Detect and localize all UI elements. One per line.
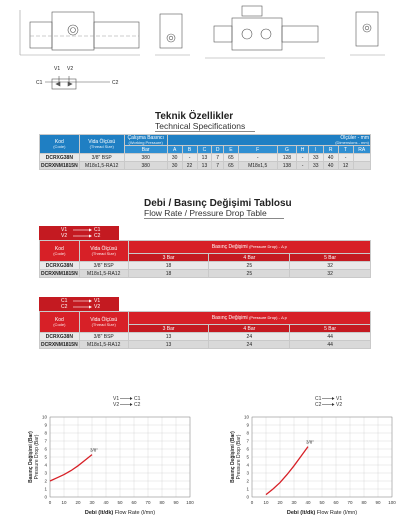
spec-row-2-dim-ra <box>353 162 370 170</box>
spec-row-1-thread <box>79 154 124 162</box>
spec-header-calisma-en: (Working Pressure) <box>128 140 163 145</box>
spec-row-2-dim-h: - <box>297 162 309 170</box>
x-tick-label: 70 <box>145 500 151 505</box>
spec-header-dim-t: T <box>338 146 353 154</box>
x-tick-label: 100 <box>388 500 396 505</box>
flow1-row-1-val-5: 32 <box>290 262 371 270</box>
flow2-row-1-val-4: 24 <box>209 333 290 341</box>
x-tick-label: 30 <box>291 500 297 505</box>
x-tick-label: 40 <box>103 500 109 505</box>
spec-row-1-dim-a: 30 <box>167 154 182 162</box>
flow2-row-1-code: DCRXG38N <box>40 333 80 341</box>
flow2-header-basinc <box>128 312 370 325</box>
spec-title-tr: Teknik Özellikler <box>155 111 234 122</box>
flow1-arrow-from-2: V2 <box>61 233 68 239</box>
flow2-header-vida-en: (Thread Size) <box>91 322 116 327</box>
spec-row-2-dim-c: 13 <box>197 162 212 170</box>
y-tick-label: 7 <box>44 438 47 444</box>
series-label: 3/8" <box>90 447 98 453</box>
spec-header-dim-b: B <box>182 146 197 154</box>
x-tick-label: 90 <box>173 500 179 505</box>
flow2-header-kod <box>40 312 80 333</box>
legend-from-2: C2 <box>315 402 322 408</box>
flow-arrows-icon <box>39 297 119 311</box>
spec-row-1-code: DCRXG38N <box>40 154 80 162</box>
spec-header-dim-a: A <box>167 146 182 154</box>
legend-arrowhead-icon <box>332 403 335 406</box>
spec-row-1-dim-f: - <box>238 154 277 162</box>
y-tick-label: 10 <box>243 414 249 420</box>
legend-to-2: V2 <box>336 402 343 408</box>
spec-row-1-thread-size: 3/8" <box>91 154 101 161</box>
y-tick-label: 10 <box>41 414 47 420</box>
y-tick-label: 0 <box>246 494 249 500</box>
legend-to-1: C1 <box>134 396 141 402</box>
spec-row-2-thread: M18x1,5-RA12 <box>79 162 124 170</box>
flow2-arrow-from-1: C1 <box>61 298 68 304</box>
spec-row-1-thread-type: BSP <box>101 154 112 161</box>
spec-row-1-dim-i: 33 <box>308 154 323 162</box>
x-tick-label: 70 <box>347 500 353 505</box>
spec-header-dim-c: C <box>197 146 212 154</box>
spec-row-1-pressure: 380 <box>124 154 167 162</box>
flow1-header-vida-en: (Thread Size) <box>91 251 116 256</box>
flow2-header-kod-label: Kod <box>54 317 64 323</box>
series-label: 3/8" <box>306 439 314 445</box>
spec-header-vida <box>79 135 124 154</box>
y-tick-label: 8 <box>44 430 47 436</box>
flow1-arrow-to-2: C2 <box>94 233 101 239</box>
spec-row-1-dim-g: 128 <box>277 154 297 162</box>
x-tick-label: 20 <box>75 500 81 505</box>
flow1-arrow-from-1: V1 <box>61 227 68 233</box>
y-tick-label: 5 <box>44 454 47 460</box>
spec-row-2-pressure: 380 <box>124 162 167 170</box>
spec-header-kod-label: Kod <box>54 139 64 145</box>
flow1-row-1-val-4: 25 <box>209 262 290 270</box>
spec-row-1-dim-r: 40 <box>323 154 338 162</box>
x-tick-label: 10 <box>263 500 269 505</box>
x-tick-label: 0 <box>48 500 52 505</box>
y-tick-label: 2 <box>246 478 249 484</box>
flow2-row-2-val-4: 24 <box>209 341 290 349</box>
pressure-drop-chart-1 <box>10 392 210 517</box>
x-tick-label: 80 <box>361 500 367 505</box>
legend-to-1: V1 <box>336 396 343 402</box>
spec-row-2-dim-i: 33 <box>308 162 323 170</box>
spec-row-1-dim-c: 13 <box>197 154 212 162</box>
flow1-header-vida-label: Vida Ölçüsü <box>90 246 118 252</box>
spec-header-vida-en: (Thread Size) <box>89 144 114 149</box>
spec-row-2-dim-d: 7 <box>212 162 224 170</box>
schematic-label-c2: C2 <box>112 80 119 86</box>
x-tick-label: 80 <box>159 500 165 505</box>
flow2-row-2 <box>40 341 371 349</box>
spec-row-1-dim-h: - <box>297 154 309 162</box>
flow-table-1-grid <box>39 240 371 278</box>
flow2-row-2-val-5: 44 <box>290 341 371 349</box>
flow2-row-2-code: DCRXNM1815N <box>41 341 78 348</box>
y-tick-label: 1 <box>246 486 249 492</box>
spec-header-dim-e: E <box>223 146 238 154</box>
x-tick-label: 60 <box>333 500 339 505</box>
spec-row-2-dim-g: 138 <box>277 162 297 170</box>
flow2-arrow-to-1: V1 <box>94 298 101 304</box>
flow2-row-2-val-3: 13 <box>128 341 209 349</box>
flow2-row-1-val-5: 44 <box>290 333 371 341</box>
y-tick-label: 4 <box>246 462 249 468</box>
legend-to-2: C2 <box>134 402 141 408</box>
y-tick-label: 7 <box>246 438 249 444</box>
y-tick-label: 0 <box>44 494 47 500</box>
spec-row-2 <box>40 162 371 170</box>
y-tick-label: 9 <box>44 422 47 428</box>
y-axis-label: Basınç Değişimi (Bar)Pressure Drop (Bar) <box>230 431 242 483</box>
flow2-row-1 <box>40 333 371 341</box>
x-tick-label: 20 <box>277 500 283 505</box>
x-tick-label: 60 <box>131 500 137 505</box>
legend-from-2: V2 <box>113 402 120 408</box>
flow2-row-2-thread: M18x1,5-RA12 <box>79 341 128 349</box>
y-tick-label: 6 <box>44 446 47 452</box>
flow-table-2-arrow-box <box>39 297 119 311</box>
flow1-header-basinc <box>128 241 370 254</box>
legend-from-1: V1 <box>113 396 120 402</box>
flow1-row-1-code: DCRXG38N <box>40 262 80 270</box>
flow1-row-2-code: DCRXNM1815N <box>41 270 78 277</box>
spec-header-kod-en: (Code) <box>53 144 66 149</box>
series-line <box>266 447 308 495</box>
spec-header-dim-i: I <box>308 146 323 154</box>
y-tick-label: 4 <box>44 462 47 468</box>
x-tick-label: 40 <box>305 500 311 505</box>
flow2-header-kod-en: (Code) <box>53 322 66 327</box>
spec-header-olculer <box>167 135 370 146</box>
flow2-col-4bar: 4 Bar <box>209 325 290 333</box>
spec-header-vida-label: Vida Ölçüsü <box>88 139 116 145</box>
y-tick-label: 2 <box>44 478 47 484</box>
flow1-row-2 <box>40 270 371 278</box>
x-tick-label: 90 <box>375 500 381 505</box>
x-tick-label: 10 <box>61 500 67 505</box>
flow2-arrow-from-2: C2 <box>61 304 68 310</box>
flow2-row-1-thread: 3/8" BSP <box>79 333 128 341</box>
spec-header-bar: Bar <box>124 146 167 154</box>
flow-divider <box>144 218 284 219</box>
flow1-row-1 <box>40 262 371 270</box>
flow-table-1-arrow-box <box>39 226 119 240</box>
flow1-header-kod <box>40 241 80 262</box>
spec-title-en: Technical Specifications <box>155 121 246 131</box>
spec-row-2-code: DCRXNM1815N <box>41 162 78 169</box>
flow2-col-3bar: 3 Bar <box>128 325 209 333</box>
spec-table <box>39 134 371 170</box>
legend-arrowhead-icon <box>332 397 335 400</box>
spec-header-dim-r: R <box>323 146 338 154</box>
flow1-arrow-to-1: C1 <box>94 227 101 233</box>
spec-row-2-dim-f: M18x1,5 <box>238 162 277 170</box>
spec-header-dim-d: D <box>212 146 224 154</box>
flow1-col-4bar: 4 Bar <box>209 254 290 262</box>
flow2-arrow-to-2: V2 <box>94 304 101 310</box>
flow2-header-basinc-label: Basınç Değişimi <box>211 315 248 321</box>
spec-row-1 <box>40 154 371 162</box>
flow1-header-basinc-en: (Pressure Drop) - Δ p <box>249 244 287 249</box>
flow1-header-kod-label: Kod <box>54 246 64 252</box>
flow1-col-3bar: 3 Bar <box>128 254 209 262</box>
flow-arrows-icon <box>39 226 119 240</box>
y-tick-label: 9 <box>246 422 249 428</box>
spec-header-calisma-label: Çalışma Basıncı <box>127 135 164 141</box>
spec-header-calisma <box>124 135 167 146</box>
flow1-row-2-thread: M18x1,5-RA12 <box>79 270 128 278</box>
y-tick-label: 8 <box>246 430 249 436</box>
schematic-label-c1: C1 <box>36 80 43 86</box>
spec-header-dim-ra: RA <box>353 146 370 154</box>
pressure-drop-chart-2 <box>212 392 412 517</box>
flow1-row-1-thread: 3/8" BSP <box>79 262 128 270</box>
legend-arrowhead-icon <box>130 397 133 400</box>
spec-row-1-dim-b: - <box>182 154 197 162</box>
flow1-row-2-val-4: 25 <box>209 270 290 278</box>
spec-row-1-dim-e: 65 <box>223 154 238 162</box>
flow-table-2-grid <box>39 311 371 349</box>
spec-row-2-dim-a: 30 <box>167 162 182 170</box>
x-tick-label: 50 <box>117 500 123 505</box>
flow2-col-5bar: 5 Bar <box>290 325 371 333</box>
flow-title-tr: Debi / Basınç Değişimi Tablosu <box>144 198 292 209</box>
y-tick-label: 3 <box>44 470 47 476</box>
y-tick-label: 3 <box>246 470 249 476</box>
y-axis-label: Basınç Değişimi (Bar)Pressure Drop (Bar) <box>28 431 40 483</box>
spec-row-1-dim-t: - <box>338 154 353 162</box>
flow1-row-2-val-3: 18 <box>128 270 209 278</box>
y-tick-label: 5 <box>246 454 249 460</box>
technical-drawings <box>0 0 420 98</box>
spec-row-2-dim-t: 12 <box>338 162 353 170</box>
flow1-header-kod-en: (Code) <box>53 251 66 256</box>
series-line <box>50 455 92 481</box>
spec-row-1-dim-ra <box>353 154 370 162</box>
spec-divider <box>155 131 255 132</box>
spec-table-wrapper <box>39 134 371 170</box>
flow1-row-1-val-3: 18 <box>128 262 209 270</box>
x-tick-label: 30 <box>89 500 95 505</box>
spec-header-kod <box>40 135 80 154</box>
spec-header-dim-h: H <box>297 146 309 154</box>
y-tick-label: 6 <box>246 446 249 452</box>
flow2-header-vida-label: Vida Ölçüsü <box>90 317 118 323</box>
spec-header-dim-f: F <box>238 146 277 154</box>
spec-row-2-dim-r: 40 <box>323 162 338 170</box>
x-axis-label: Debi (lt/dk) Flow Rate (l/mn) <box>84 510 156 516</box>
flow2-row-1-val-3: 13 <box>128 333 209 341</box>
flow2-header-vida <box>79 312 128 333</box>
schematic-label-v1: V1 <box>54 66 61 72</box>
spec-header-dim-g: G <box>277 146 297 154</box>
x-axis-label: Debi (lt/dk) Flow Rate (l/mn) <box>286 510 358 516</box>
x-tick-label: 50 <box>319 500 325 505</box>
flow1-header-basinc-label: Basınç Değişimi <box>211 244 248 250</box>
spec-row-1-dim-d: 7 <box>212 154 224 162</box>
flow1-col-5bar: 5 Bar <box>290 254 371 262</box>
spec-row-2-dim-b: 22 <box>182 162 197 170</box>
flow1-header-vida <box>79 241 128 262</box>
spec-header-olculer-en: (Dimensions - mm) <box>335 140 369 145</box>
legend-from-1: C1 <box>315 396 322 402</box>
flow1-row-2-val-5: 32 <box>290 270 371 278</box>
valve-drawing <box>0 0 420 98</box>
flow2-header-basinc-en: (Pressure Drop) - Δ p <box>249 315 287 320</box>
y-tick-label: 1 <box>44 486 47 492</box>
legend-arrowhead-icon <box>130 403 133 406</box>
spec-row-2-dim-e: 65 <box>223 162 238 170</box>
x-tick-label: 100 <box>186 500 194 505</box>
schematic-label-v2: V2 <box>67 66 74 72</box>
flow-title-en: Flow Rate / Pressure Drop Table <box>144 208 267 218</box>
x-tick-label: 0 <box>250 500 254 505</box>
spec-header-olculer-label: Ölçüler - mm <box>340 135 369 141</box>
